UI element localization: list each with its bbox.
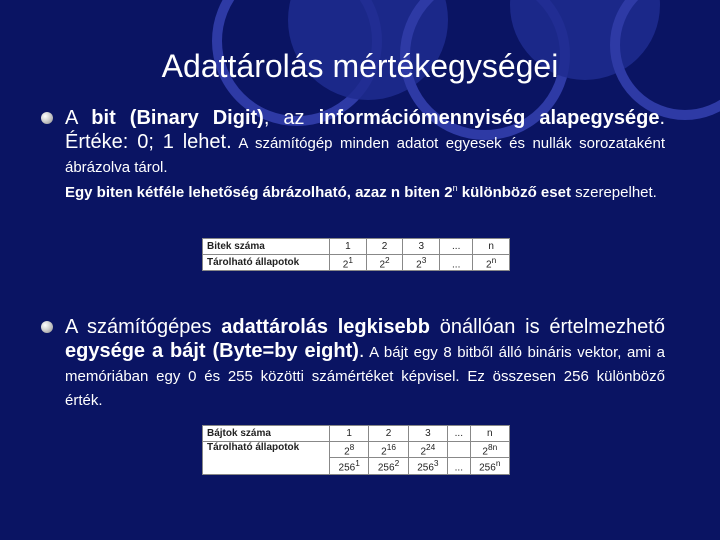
b2-post: . bbox=[358, 340, 365, 362]
table-cell: 256$^n$ bbox=[470, 458, 509, 474]
table-header-label: Bájtok száma bbox=[203, 426, 330, 442]
table-cell: $2^{24}$ bbox=[408, 442, 447, 458]
table-cell: 2$^n$ bbox=[473, 255, 510, 271]
table-row-label: Tárolható állapotok bbox=[203, 442, 330, 475]
table-cell: 1 bbox=[330, 239, 367, 255]
b1-sub-bold2: különböző eset bbox=[457, 184, 571, 201]
table-row-label: Tárolható állapotok bbox=[203, 255, 330, 271]
table-cell: $2^2$ bbox=[366, 255, 403, 271]
b2-small: A bájt egy 8 bitből álló bináris vektor, ami a memóriában egy 0 és 255 közötti számértéket képvisel. Ez összesen 256 különböző érték. bbox=[65, 344, 665, 409]
bytes-table bbox=[202, 425, 510, 475]
b1-post: . Értéke: 0; 1 lehet. bbox=[65, 107, 666, 153]
table-row bbox=[203, 442, 510, 458]
b2-bold1: adattárolás legkisebb bbox=[221, 316, 431, 338]
bullet-1-main bbox=[65, 106, 665, 178]
b1-sub-post: szerepelhet. bbox=[570, 184, 657, 201]
table-row bbox=[203, 426, 510, 442]
b1-sub-bold: Egy biten kétféle lehetőség ábrázolható, azaz n biten 2 bbox=[65, 184, 453, 201]
table-cell: $2^1$ bbox=[330, 255, 367, 271]
table-cell: $256^1$ bbox=[330, 458, 369, 474]
table-cell: ... bbox=[440, 239, 473, 255]
b2-mid: önállóan is értelmezhető bbox=[430, 316, 665, 338]
table-cell: 1 bbox=[330, 426, 369, 442]
table-cell: n bbox=[470, 426, 509, 442]
table-cell: $2^{16}$ bbox=[369, 442, 408, 458]
slide-title: Adattárolás mértékegységei bbox=[161, 48, 559, 84]
table-row bbox=[203, 239, 510, 255]
bullet-dot-1 bbox=[41, 112, 53, 124]
table-cell: $256^2$ bbox=[369, 458, 408, 474]
bullet-1 bbox=[65, 106, 665, 203]
table-cell: ... bbox=[440, 255, 473, 271]
table-row bbox=[203, 255, 510, 271]
table-cell: ... bbox=[448, 458, 471, 474]
b1-small: A számítógép minden adatot egyesek és nullák sorozataként ábrázolva tárol. bbox=[65, 135, 665, 176]
bullet-2-main bbox=[65, 315, 665, 411]
b1-sub-sup: n bbox=[452, 183, 458, 193]
table-cell: 3 bbox=[408, 426, 447, 442]
table-cell: $2^{8n}$ bbox=[470, 442, 509, 458]
table-cell: ... bbox=[448, 426, 471, 442]
table-cell: 2 bbox=[369, 426, 408, 442]
bullet-2 bbox=[65, 315, 665, 411]
table-cell: 2 bbox=[366, 239, 403, 255]
table-cell: $2^8$ bbox=[330, 442, 369, 458]
b1-mid: , az bbox=[263, 107, 319, 129]
table-cell: n bbox=[473, 239, 510, 255]
bullet-1-sub bbox=[65, 178, 665, 203]
b2-bold2: egysége a bájt (Byte=by eight) bbox=[65, 340, 359, 362]
table-cell: 3 bbox=[403, 239, 440, 255]
bullet-dot-2 bbox=[41, 321, 53, 333]
b1-bold2: információmennyiség alapegysége bbox=[318, 107, 660, 129]
b1-pre: A bbox=[65, 107, 92, 129]
table-cell: $2^3$ bbox=[403, 255, 440, 271]
table-header-label: Bitek száma bbox=[203, 239, 330, 255]
b1-bold: bit (Binary Digit) bbox=[91, 107, 264, 129]
table-cell bbox=[448, 442, 471, 458]
bits-table bbox=[202, 238, 510, 271]
b2-pre: A számítógépes bbox=[65, 316, 222, 338]
table-cell: $256^3$ bbox=[408, 458, 447, 474]
